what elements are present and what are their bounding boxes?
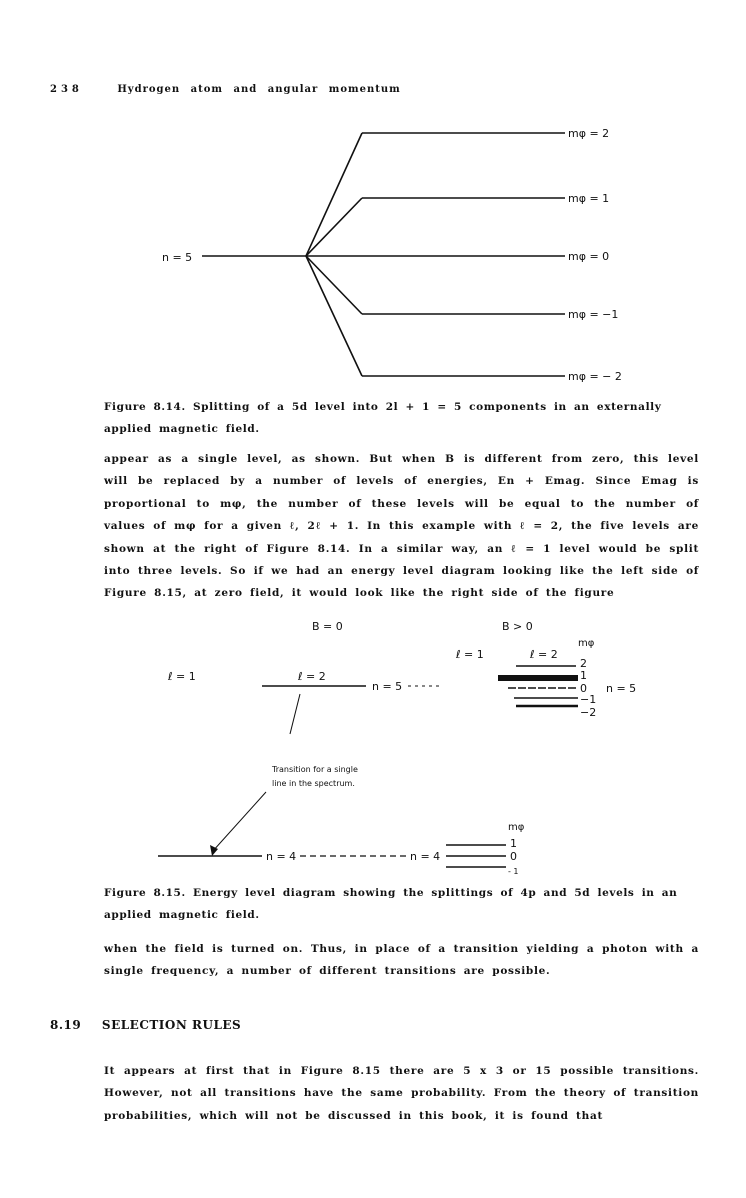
section-number: 8.19 (50, 1018, 82, 1032)
paragraph-3-text: It appears at first that in Figure 8.15 there are 5 x 3 or 15 possible transitions. However, not all transitions have the same probability. From the theory of transition probabilities, which will not be discussed in this book, it is found that (104, 1065, 699, 1122)
paragraph-1-text: appear as a single level, as shown. But when B is different from zero, this level will be replaced by a number of levels of energies, En + Emag. Since Emag is proportional to mφ, the number of these levels will be equal to the number of values of mφ for a given ℓ, 2ℓ + 1. In this example with ℓ = 2, the five levels are shown at the right of Figure 8.14. In a similar way, an ℓ = 1 level would be split into three levels. So if we had an energy level diagram looking like the left side of Figure 8.15, at zero field, it would look like the right side of the figure (104, 453, 699, 600)
lower-mphi-label: mφ (508, 822, 525, 833)
upper-m-1: 1 (580, 669, 587, 682)
transition-note-line-2: line in the spectrum. (272, 779, 355, 788)
lower-m-0: 0 (510, 850, 517, 863)
lower-m-1: 1 (510, 837, 517, 850)
paragraph-2-text: when the field is turned on. Thus, in place of a transition yielding a photon with a single frequency, a number of different transitions are possible. (104, 943, 699, 978)
section-heading (50, 1018, 241, 1032)
transition-line-lower (212, 792, 266, 852)
figure-8-15-caption: Figure 8.15. Energy level diagram showing the splittings of 4p and 5d levels in an applied magnetic field. (104, 887, 678, 921)
l2-left-label: ℓ = 2 (298, 670, 326, 683)
mphi-label-0: mφ = 0 (568, 250, 610, 263)
n4-right-label: n = 4 (410, 850, 441, 863)
mphi-label-1: mφ = 1 (568, 192, 610, 205)
b-positive-label: B > 0 (502, 620, 533, 633)
upper-m-m2: −2 (580, 706, 597, 719)
page-number: 238 (50, 84, 83, 95)
n4-left-label: n = 4 (266, 850, 297, 863)
figure-8-14-caption: Figure 8.14. Splitting of a 5d level into 2l + 1 = 5 components in an externally applied magnetic field. (104, 401, 662, 435)
transition-note-line-1: Transition for a single (272, 765, 358, 774)
mphi-label-m2: mφ = − 2 (568, 370, 622, 383)
upper-m-2: 2 (580, 657, 587, 670)
upper-m-0: 0 (580, 682, 587, 695)
upper-m-m1: −1 (580, 693, 597, 706)
paragraph-3 (104, 1060, 699, 1127)
l2-right-label: ℓ = 2 (530, 648, 558, 661)
l1-left-label: ℓ = 1 (168, 670, 196, 683)
mphi-header-label: mφ (578, 638, 595, 649)
running-title: Hydrogen atom and angular momentum (117, 84, 401, 95)
transition-line-upper (290, 694, 300, 734)
mphi-label-2: mφ = 2 (568, 127, 610, 140)
l1-right-label: ℓ = 1 (456, 648, 484, 661)
lower-m-m1: - 1 (508, 867, 519, 876)
n5-label: n = 5 (162, 251, 193, 264)
n5-right-label: n = 5 (606, 682, 637, 695)
n5-left-label: n = 5 (372, 680, 403, 693)
paragraph-2 (104, 938, 699, 983)
section-title: SELECTION RULES (101, 1018, 242, 1032)
b-zero-label: B = 0 (312, 620, 343, 633)
mphi-label-m1: mφ = −1 (568, 308, 619, 321)
